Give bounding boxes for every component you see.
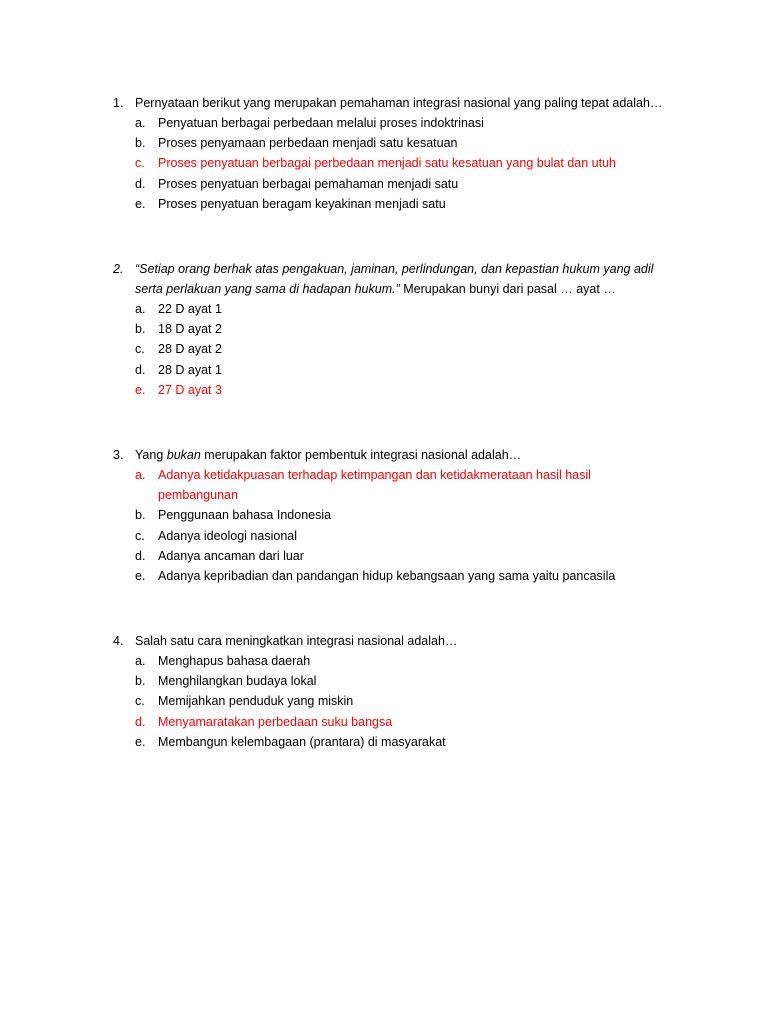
option-letter: a. (135, 468, 146, 482)
option-text-line-2: pembangunan (158, 488, 238, 503)
option-text: 27 D ayat 3 (158, 382, 222, 397)
question-text: Salah satu cara meningkatkan integrasi nasional adalah… (135, 634, 458, 648)
option-text: 22 D ayat 1 (158, 302, 222, 316)
question-stem (113, 445, 673, 465)
option-d (135, 174, 673, 194)
option-letter: d. (135, 176, 146, 191)
option-text: 18 D ayat 2 (158, 322, 222, 337)
option-text: Proses penyatuan berbagai pemahaman menjadi satu (158, 176, 459, 191)
option-text: Menghapus bahasa daerah (158, 654, 311, 668)
quote-line-2: serta perlakuan yang sama di hadapan hukum.” (135, 282, 400, 296)
question-2 (113, 259, 673, 400)
option-b (135, 319, 673, 339)
question-3 (113, 445, 673, 586)
question-stem (113, 93, 673, 113)
quote-line-1: “Setiap orang berhak atas pengakuan, jaminan, perlindungan, dan kepastian hukum yang adil (135, 262, 654, 276)
option-text: Memijahkan penduduk yang miskin (158, 694, 354, 709)
option-letter: d. (135, 548, 146, 563)
option-letter: c. (135, 342, 145, 357)
option-letter: a. (135, 654, 146, 668)
option-letter: a. (135, 302, 146, 316)
option-letter: c. (135, 528, 145, 543)
option-text: Membangun kelembagaan (prantara) di masyarakat (158, 734, 446, 749)
option-c (135, 691, 673, 711)
question-text (135, 259, 673, 299)
option-d (135, 546, 673, 566)
option-e (135, 194, 673, 214)
option-text-line-1: Adanya ketidakpuasan terhadap ketimpangan dan ketidakmerataan hasil hasil (158, 468, 591, 482)
question-4 (113, 631, 673, 752)
option-text: 28 D ayat 2 (158, 342, 222, 357)
option-text: Adanya ideologi nasional (158, 528, 297, 543)
option-text: Proses penyamaan perbedaan menjadi satu kesatuan (158, 136, 458, 151)
option-text: Proses penyatuan berbagai perbedaan menjadi satu kesatuan yang bulat dan utuh (158, 156, 616, 171)
options-list (135, 651, 673, 752)
stem-emphasis: bukan (166, 448, 201, 462)
option-letter: c. (135, 694, 145, 709)
option-text: Adanya kepribadian dan pandangan hidup kebangsaan yang sama yaitu pancasila (158, 569, 616, 584)
option-letter: e. (135, 196, 146, 211)
option-letter: c. (135, 156, 145, 171)
option-e-correct-answer (135, 380, 673, 400)
option-letter: b. (135, 136, 146, 151)
question-number: 4. (113, 634, 124, 648)
question-text (135, 445, 673, 465)
option-c-correct-answer (135, 153, 673, 173)
question-1 (113, 93, 673, 214)
option-letter: d. (135, 362, 146, 377)
option-c (135, 339, 673, 359)
question-stem (113, 631, 673, 651)
stem-post: merupakan faktor pembentuk integrasi nasional adalah… (200, 448, 522, 462)
option-text (158, 465, 673, 505)
option-a (135, 113, 673, 133)
option-b (135, 133, 673, 153)
option-a-correct-answer (135, 465, 673, 505)
option-b (135, 505, 673, 525)
question-stem (113, 259, 673, 299)
option-letter: e. (135, 569, 146, 584)
option-letter: a. (135, 116, 146, 130)
question-number: 3. (113, 448, 124, 462)
option-e (135, 566, 673, 586)
option-letter: b. (135, 322, 146, 337)
option-text: Proses penyatuan beragam keyakinan menjadi satu (158, 196, 446, 211)
option-a (135, 651, 673, 671)
option-letter: b. (135, 508, 146, 523)
option-text: Penggunaan bahasa Indonesia (158, 508, 332, 523)
option-a (135, 299, 673, 319)
option-d-correct-answer (135, 712, 673, 732)
option-letter: d. (135, 714, 146, 729)
option-letter: e. (135, 382, 146, 397)
stem-pre: Yang (135, 448, 167, 462)
option-text: Adanya ancaman dari luar (158, 548, 304, 563)
option-letter: b. (135, 674, 146, 689)
option-d (135, 360, 673, 380)
option-b (135, 671, 673, 691)
options-list (135, 113, 673, 214)
option-c (135, 526, 673, 546)
option-text: Penyatuan berbagai perbedaan melalui proses indoktrinasi (158, 116, 484, 130)
question-prompt: Merupakan bunyi dari pasal … ayat … (399, 282, 616, 296)
option-text: Menghilangkan budaya lokal (158, 674, 317, 689)
options-list (135, 465, 673, 586)
question-text: Pernyataan berikut yang merupakan pemahaman integrasi nasional yang paling tepat adalah… (135, 96, 663, 110)
options-list (135, 299, 673, 400)
option-text: Menyamaratakan perbedaan suku bangsa (158, 714, 393, 729)
option-letter: e. (135, 734, 146, 749)
question-number: 1. (113, 96, 124, 110)
question-number: 2. (113, 262, 124, 276)
option-text: 28 D ayat 1 (158, 362, 222, 377)
option-e (135, 732, 673, 752)
